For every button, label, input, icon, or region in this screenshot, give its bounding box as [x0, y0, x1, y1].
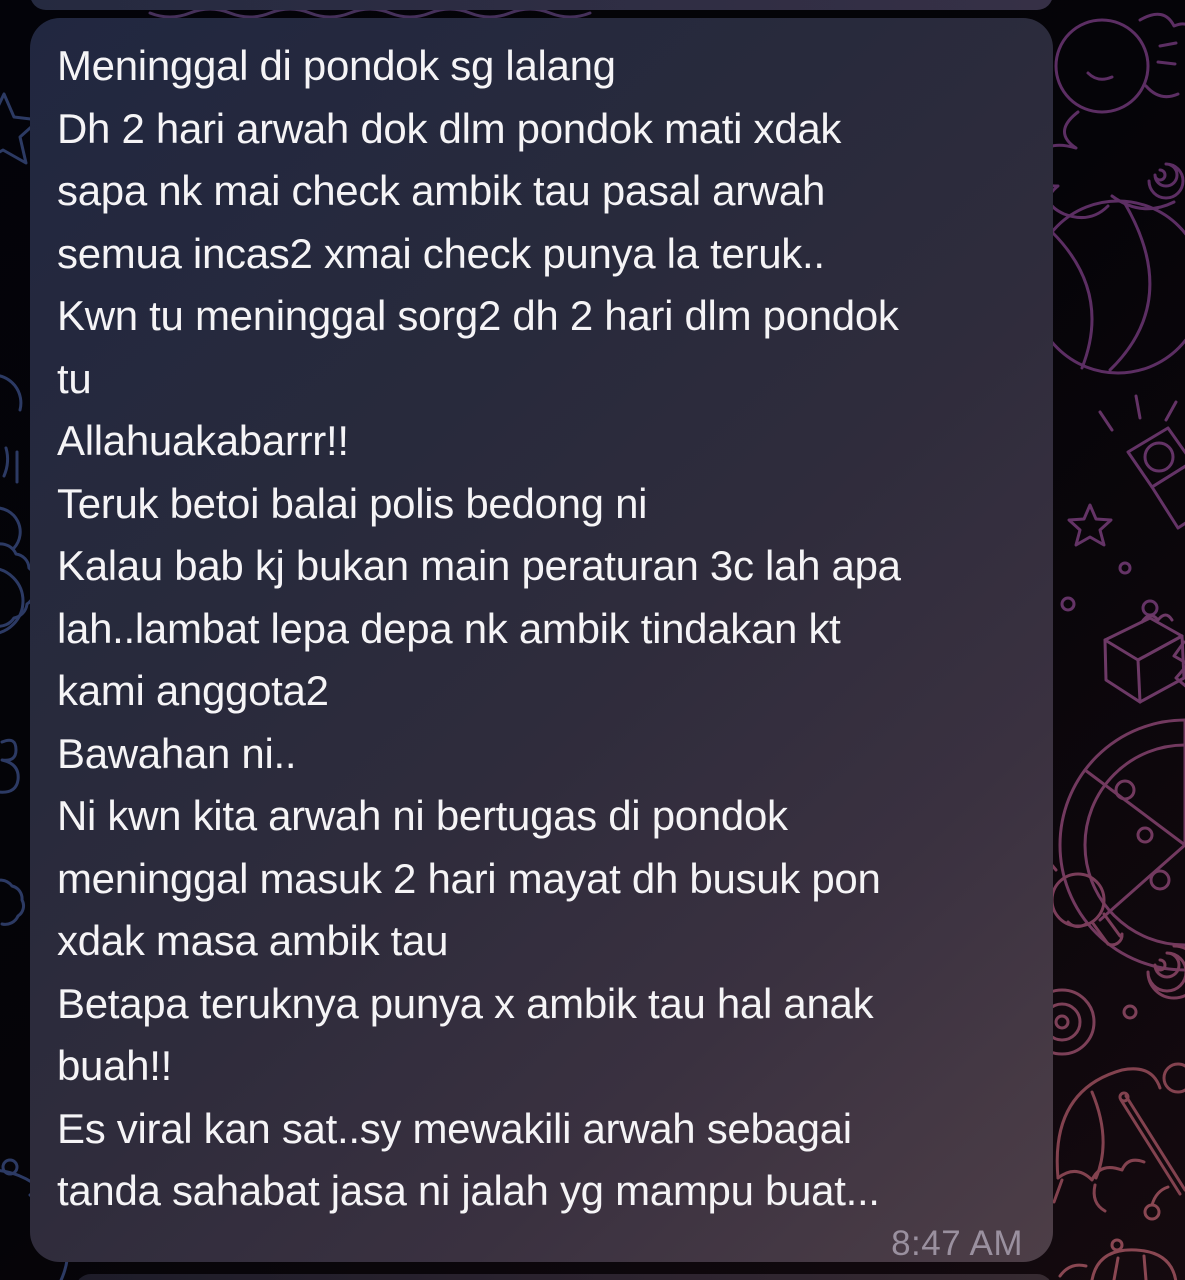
message-line: Kwn tu meninggal sorg2 dh 2 hari dlm pondok [57, 292, 899, 339]
message-line: buah!! [57, 1042, 172, 1089]
cherry-icon [1112, 1187, 1168, 1250]
spiral-icon [1149, 164, 1183, 198]
message-line: Meninggal di pondok sg lalang [57, 42, 616, 89]
message-line: Dh 2 hari arwah dok dlm pondok mati xdak [57, 104, 842, 152]
message-line: Allahuakabarrr!! [57, 417, 349, 464]
message-timestamp: 8:47 AM [891, 1223, 1023, 1263]
message-line: Bawahan ni.. [57, 729, 297, 777]
ball-icon [1032, 201, 1185, 373]
message-line: sapa nk mai check ambik tau pasal arwah [57, 167, 826, 214]
message-line: Kalau bab kj bukan main peraturan 3c lah apa [57, 542, 901, 589]
dots-icon [1062, 563, 1157, 615]
next-message-bubble[interactable] [75, 1274, 1053, 1280]
message-line: tu [57, 354, 92, 402]
message-line: meninggal masuk 2 hari mayat dh busuk pon [57, 854, 881, 902]
cloud-icon [0, 880, 24, 924]
message-line: Teruk betoi balai polis bedong ni [57, 479, 648, 527]
message-line: Betapa teruknya punya x ambik tau hal anak [57, 979, 874, 1027]
arc-icon [0, 508, 20, 548]
light-bulb-icon [1046, 858, 1122, 945]
previous-message-bubble[interactable] [30, 0, 1053, 10]
pizza-icon [1060, 720, 1185, 970]
tick-marks-icon [4, 448, 17, 482]
flashlight-icon [1128, 428, 1185, 528]
sparkle-star-icon [1069, 505, 1111, 545]
rays-icon [1100, 396, 1176, 430]
message-line: Ni kwn kita arwah ni bertugas di pondok [57, 792, 788, 839]
swirl-icon [0, 740, 18, 792]
message-line: kami anggota2 [57, 667, 329, 714]
message-line: xdak masa ambik tau [57, 917, 449, 964]
lollipop-icon [1148, 946, 1185, 998]
message-line: tanda sahabat jasa ni jalah yg mampu buat... [57, 1167, 880, 1214]
mushroom-icon [1060, 1250, 1176, 1280]
message-bubble[interactable] [30, 18, 1053, 1262]
message-text [57, 35, 1023, 1223]
teddy-bear-icon [1035, 14, 1185, 217]
message-line: Es viral kan sat..sy mewakili arwah sebagai [57, 1104, 852, 1152]
gift-icon [1105, 615, 1185, 702]
crescent-icon [0, 375, 21, 410]
message-line: lah..lambat lepa depa nk ambik tindakan kt [57, 604, 841, 652]
message-line: semua incas2 xmai check punya la teruk.. [57, 229, 825, 277]
squiggle-line-icon [150, 9, 590, 17]
